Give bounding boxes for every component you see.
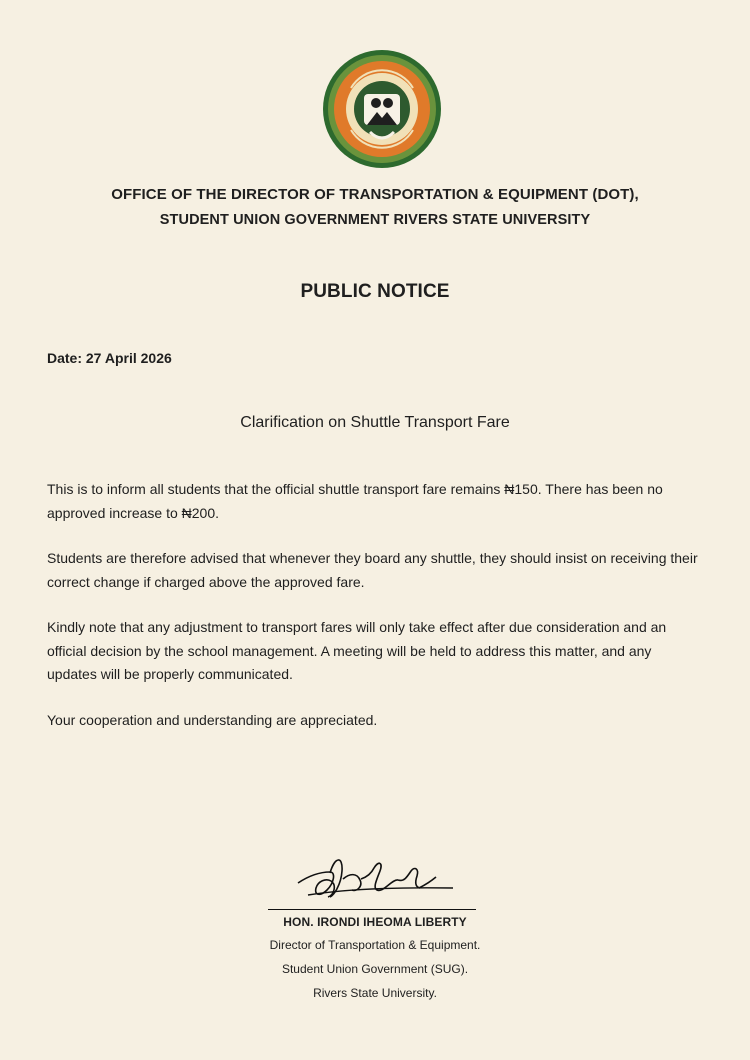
signatory-role-line-3: Rivers State University. [313, 986, 437, 1000]
handwritten-signature [268, 840, 488, 910]
signature-line [268, 909, 476, 910]
notice-paragraph-4: Your cooperation and understanding are appreciated. [47, 711, 378, 728]
signatory-name: HON. IRONDI IHEOMA LIBERTY [283, 915, 467, 929]
notice-title: PUBLIC NOTICE [300, 281, 450, 302]
notice-paragraph-3: Kindly note that any adjustment to transport fares will only take effect after due consideration and an official decision by the school management. A meeting will be held to address this matter, and any updates will be properly communicated. [47, 619, 667, 682]
signature-area [268, 840, 488, 910]
notice-body [47, 478, 703, 754]
notice-paragraph-1: This is to inform all students that the official shuttle transport fare remains ₦150. There has been no approved increase to ₦200. [47, 481, 663, 521]
signatory-role-line-2: Student Union Government (SUG). [281, 962, 469, 976]
notice-subject: Clarification on Shuttle Transport Fare [240, 414, 510, 431]
signatory-role-line-1: Director of Transportation & Equipment. [269, 938, 481, 952]
university-seal-logo [321, 48, 443, 170]
notice-paragraph-2: Students are therefore advised that whenever they board any shuttle, they should insist on receiving their correct change if charged above the approved fare. [47, 550, 698, 590]
office-heading-line-1: OFFICE OF THE DIRECTOR OF TRANSPORTATION & EQUIPMENT (DOT), [111, 186, 639, 203]
notice-date: Date: 27 April 2026 [47, 350, 172, 366]
office-heading-line-2: STUDENT UNION GOVERNMENT RIVERS STATE UNIVERSITY [159, 212, 591, 228]
